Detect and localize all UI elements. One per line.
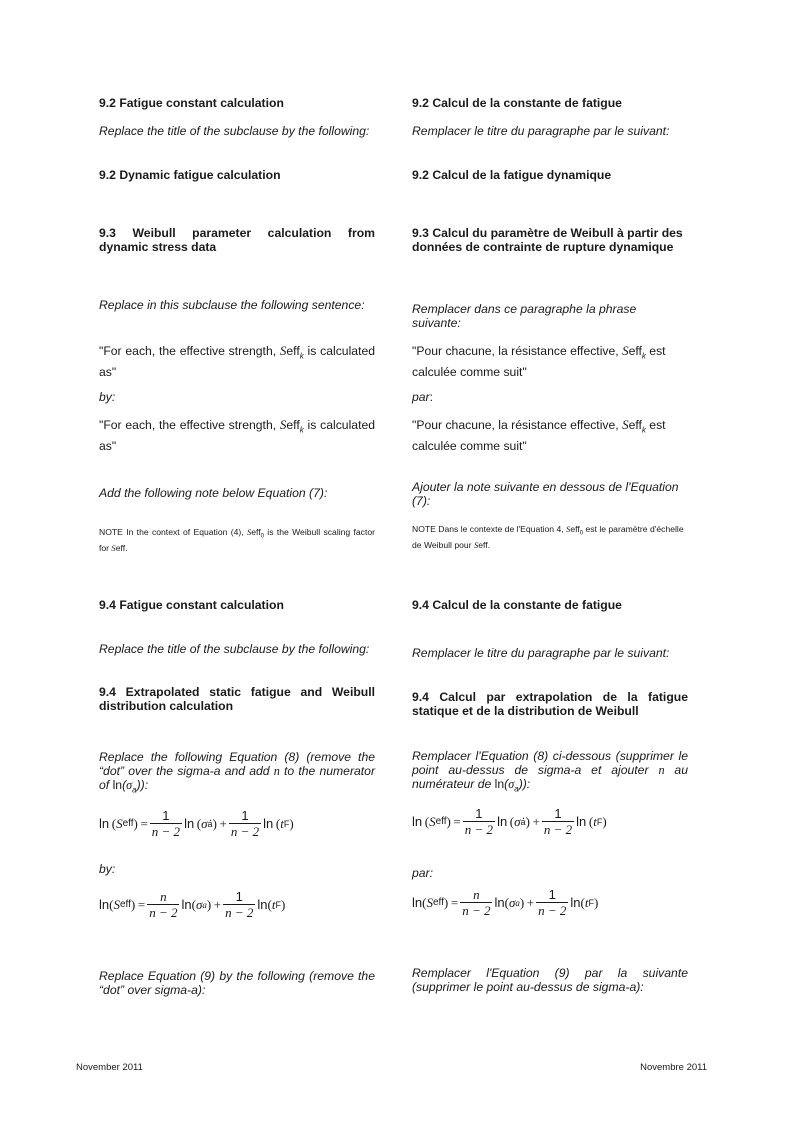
- instruction-replace-eq8: Replace the following Equation (8) (remove the “dot” over the sigma-a and add n to the numerator of $\ln(\sigma_a)$):: [99, 750, 376, 795]
- quote-original: "For each, the effective strength, Seff$_k$ is calculated as": [99, 343, 376, 380]
- heading-9-3-parametre-weibull: 9.3 Calcul du paramètre de Weibull à partir des données de contrainte de rupture dynamique: [412, 226, 683, 254]
- instruction-replace-eq9: Replace Equation (9) by the following (remove the “dot” over sigma-a):: [99, 969, 375, 997]
- heading-9-4-extrapolated: 9.4 Extrapolated static fatigue and Weibull distribution calculation: [99, 685, 375, 713]
- heading-9-2-dynamic-fatigue: 9.2 Dynamic fatigue calculation: [99, 168, 281, 182]
- heading-9-4-constante-fatigue: 9.4 Calcul de la constante de fatigue: [412, 598, 622, 612]
- instruction-par-2: par:: [412, 866, 434, 880]
- footer-date-english: November 2011: [76, 1062, 143, 1073]
- instruction-remplacer-titre-2: Remplacer le titre du paragraphe par le suivant:: [412, 646, 670, 660]
- instruction-by-2: by:: [99, 862, 116, 876]
- citation-originale: "Pour chacune, la résistance effective, Seff$_k$ est calculée comme suit": [412, 343, 666, 380]
- heading-9-2-fatigue-dynamique: 9.2 Calcul de la fatigue dynamique: [412, 168, 612, 182]
- instruction-remplacer-eq9: Remplacer l'Equation (9) par la suivante (supprimer le point au-dessus de sigma-a):: [412, 966, 688, 994]
- instruction-par: par:: [412, 390, 434, 404]
- instruction-ajouter-note: Ajouter la note suivante en dessous de l'Equation (7):: [412, 480, 679, 508]
- footer-date-french: Novembre 2011: [640, 1062, 707, 1073]
- heading-9-4-extrapolation: 9.4 Calcul par extrapolation de la fatigue statique et de la distribution de Weibull: [412, 690, 688, 718]
- heading-9-2-constante-fatigue: 9.2 Calcul de la constante de fatigue: [412, 96, 622, 110]
- instruction-by: by:: [99, 390, 116, 404]
- equation-8-remplacement: ln ( S eff ) = $\frac{n}{n - 2}$ ln ( σ a ) + $\frac{1}{n - 2}$ ln ( t F ): [412, 887, 599, 918]
- heading-9-3-weibull: 9.3 Weibull parameter calculation from dynamic stress data: [99, 226, 375, 254]
- quote-replacement: "For each, the effective strength, Seff$_k$ is calculated as": [99, 417, 376, 454]
- instruction-replace-sentence: Replace in this subclause the following sentence:: [99, 298, 365, 312]
- instruction-replace-title-2: Replace the title of the subclause by the following:: [99, 642, 370, 656]
- citation-remplacement: "Pour chacune, la résistance effective, Seff$_k$ est calculée comme suit": [412, 417, 666, 454]
- equation-8-originale: ln ( S eff ) = $\frac{1}{n - 2}$ ln ( σ̇ a ) + $\frac{1}{n - 2}$ ln ( t F ): [412, 806, 607, 837]
- instruction-remplacer-phrase: Remplacer dans ce paragraphe la phrase suivante:: [412, 302, 637, 330]
- equation-8-original: ln ( S eff ) = $\frac{1}{n - 2}$ ln ( σ̇ a ) + $\frac{1}{n - 2}$ ln ( t F ): [99, 808, 294, 839]
- instruction-remplacer-titre: Remplacer le titre du paragraphe par le suivant:: [412, 124, 670, 138]
- instruction-add-note: Add the following note below Equation (7):: [99, 486, 328, 500]
- note-texte: NOTE Dans le contexte de l'Equation 4, Seff$_0$ est le paramètre d'échelle de Weibull pour Seff.: [412, 524, 684, 550]
- note-text: NOTE In the context of Equation (4), Seff$_0$ is the Weibull scaling factor for Seff.: [99, 527, 376, 553]
- heading-9-4-fatigue-constant: 9.4 Fatigue constant calculation: [99, 598, 284, 612]
- equation-8-replacement: ln ( S eff ) = $\frac{n}{n - 2}$ ln ( σ a ) + $\frac{1}{n - 2}$ ln ( t F ): [99, 889, 286, 920]
- instruction-replace-title: Replace the title of the subclause by the following:: [99, 124, 370, 138]
- heading-9-2-fatigue-constant: 9.2 Fatigue constant calculation: [99, 96, 284, 110]
- instruction-remplacer-eq8: Remplacer l'Equation (8) ci-dessous (supprimer le point au-dessus de sigma-a et ajouter n au numérateur de $\ln(\sigma_a)$):: [412, 749, 688, 794]
